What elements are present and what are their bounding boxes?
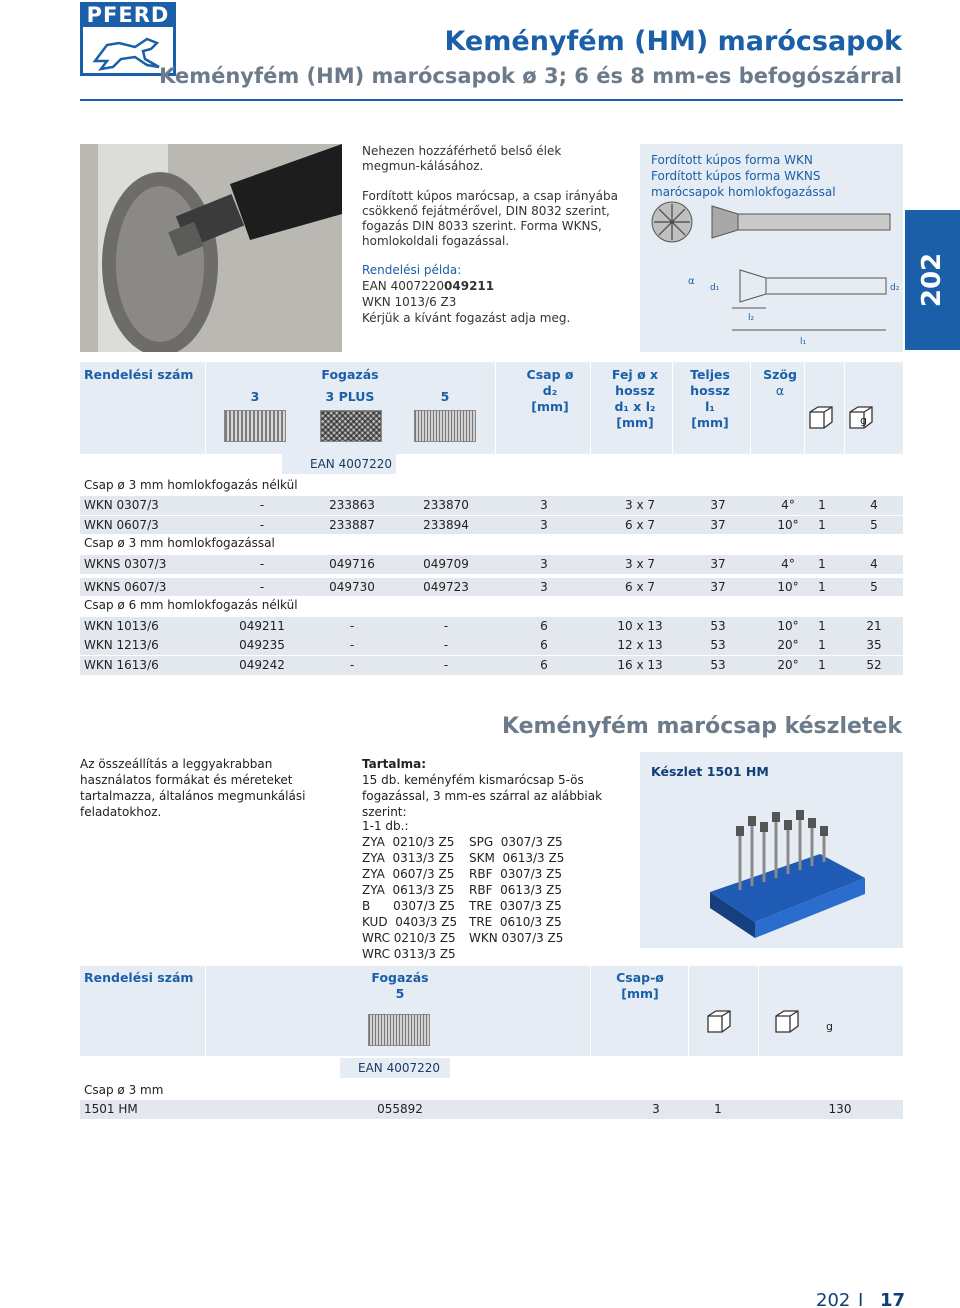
section-label: Csap ø 6 mm homlokfogazás nélkül <box>84 598 298 613</box>
teeth-3-texture <box>224 410 286 442</box>
set-table-row <box>80 1100 903 1119</box>
table-cell: 53 <box>710 657 726 672</box>
table-cell: 049235 <box>239 638 285 653</box>
table-cell: 1 <box>818 498 826 513</box>
col-head-l2: hossz <box>615 383 655 398</box>
col-teeth: Fogazás <box>321 367 379 382</box>
table-cell: 16 x 13 <box>617 657 663 672</box>
table-cell: 10° <box>777 517 799 532</box>
alpha-label: α <box>688 276 695 287</box>
order-example <box>362 262 622 326</box>
set-weight-icon: g <box>826 1020 833 1033</box>
table-cell: 1 <box>818 580 826 594</box>
order-example-ean <box>362 278 622 294</box>
table-ean: EAN 4007220 <box>310 457 393 471</box>
table-row <box>80 496 903 515</box>
col-sep <box>590 362 591 454</box>
table-row <box>80 578 903 597</box>
description-para-1: Nehezen hozzáférhető belső élek megmun-kálásához. <box>362 144 562 173</box>
table-cell: 21 <box>866 618 882 633</box>
table-cell: 35 <box>866 638 882 653</box>
set-title: Keményfém marócsap készletek <box>501 714 902 739</box>
col-head-l3: d₁ x l₂ <box>614 399 656 414</box>
table-cell: 12 x 13 <box>617 638 663 653</box>
col-shank-l2: d₂ <box>542 383 558 398</box>
table-cell: 049242 <box>239 657 285 672</box>
drawing-line-2: Fordított kúpos forma WKNS <box>651 169 821 183</box>
col-angle <box>752 367 808 399</box>
col-total-l2: hossz <box>690 383 730 398</box>
set-list-item: RBF 0307/3 Z5 <box>469 867 562 881</box>
set-col-order: Rendelési szám <box>84 970 194 985</box>
table-cell: 37 <box>710 580 726 594</box>
col-shank-l1: Csap ø <box>526 367 574 382</box>
col-head <box>600 367 670 431</box>
set-list-item: ZYA 0210/3 Z5 <box>362 835 455 849</box>
set-list-1 <box>362 834 457 962</box>
table-cell: 049709 <box>423 556 469 571</box>
table-cell: - <box>259 580 265 594</box>
table-cell: 20° <box>777 657 799 672</box>
col-head-l1: Fej ø x <box>611 367 659 382</box>
set-cell-box: 1 <box>714 1102 722 1116</box>
table-cell: 4° <box>781 498 795 513</box>
order-example-label: Rendelési példa: <box>362 263 462 277</box>
product-description <box>362 144 622 264</box>
photo-illustration <box>80 144 342 352</box>
set-list-item: ZYA 0313/3 Z5 <box>362 851 455 865</box>
col-total-l1: Teljes <box>690 367 730 382</box>
set-list-item: RBF 0613/3 Z5 <box>469 883 562 897</box>
table-cell: 5 <box>870 517 878 532</box>
table-cell: 6 <box>540 638 548 653</box>
table-cell: - <box>259 498 265 513</box>
table-cell: 52 <box>866 657 882 672</box>
set-col-teeth-l2: 5 <box>395 986 405 1001</box>
set-list-item: TRE 0307/3 Z5 <box>469 899 562 913</box>
set-cell-ean: 055892 <box>377 1102 423 1116</box>
table-cell: 6 <box>540 618 548 633</box>
set-list-item: SPG 0307/3 Z5 <box>469 835 563 849</box>
l1-label: l₁ <box>800 337 807 347</box>
table-cell: 10° <box>777 580 799 594</box>
table-cell: 6 <box>540 657 548 672</box>
side-tab <box>905 210 960 350</box>
table-cell: - <box>349 638 355 653</box>
table-cell: - <box>349 657 355 672</box>
col-sep <box>205 362 206 454</box>
table-cell: - <box>349 618 355 633</box>
set-ean: EAN 4007220 <box>358 1061 441 1075</box>
drawing-line-3: marócsapok homlokfogazással <box>651 185 836 199</box>
set-list-item: KUD 0403/3 Z5 <box>362 915 458 929</box>
d1-label: d₁ <box>710 283 720 293</box>
footer-separator: I <box>858 1290 864 1308</box>
col-total-l4: [mm] <box>691 415 729 430</box>
set-list-item: B 0307/3 Z5 <box>362 899 456 913</box>
table-cell: 3 <box>540 580 548 594</box>
table-cell: WKN 1213/6 <box>84 638 159 653</box>
l2-label: l₂ <box>748 313 755 323</box>
set-list-item: SKM 0613/3 Z5 <box>469 851 565 865</box>
table-cell: 37 <box>710 498 726 513</box>
set-col-teeth-l1: Fogazás <box>371 970 429 985</box>
set-list-item: ZYA 0613/3 Z5 <box>362 883 455 897</box>
col-total-l3: l₁ <box>705 399 715 414</box>
table-cell: 1 <box>818 638 826 653</box>
section-label: Csap ø 3 mm homlokfogazás nélkül <box>84 478 298 492</box>
table-cell: 6 x 7 <box>625 517 655 532</box>
table-cell: WKNS 0607/3 <box>84 580 167 594</box>
col-sep <box>844 362 845 454</box>
teeth-5-texture <box>414 410 476 442</box>
table-cell: 10 x 13 <box>617 618 663 633</box>
set-col-teeth <box>360 970 440 1002</box>
table-cell: 233870 <box>423 498 469 513</box>
col-angle-l1: Szög <box>763 367 797 382</box>
table-cell: WKN 0307/3 <box>84 498 159 513</box>
table-cell: 5 <box>870 580 878 594</box>
table-cell: WKN 0607/3 <box>84 517 159 532</box>
col-shank-l3: [mm] <box>531 399 569 414</box>
set-list-item: ZYA 0607/3 Z5 <box>362 867 455 881</box>
set-box-label: Készlet 1501 HM <box>651 764 769 779</box>
table-cell: 10° <box>777 618 799 633</box>
d2-label: d₂ <box>890 283 900 293</box>
table-row <box>80 636 903 655</box>
table-cell: 233887 <box>329 517 375 532</box>
ean-suffix: 049211 <box>444 279 495 293</box>
table-cell: 37 <box>710 556 726 571</box>
table-cell: WKN 1013/6 <box>84 618 159 633</box>
drawing-heading <box>651 152 836 200</box>
table-cell: 53 <box>710 618 726 633</box>
set-list-2 <box>469 834 564 946</box>
set-section-row <box>80 1081 903 1100</box>
page-title: Keményfém (HM) marócsapok <box>444 26 902 57</box>
col-sep <box>672 362 673 454</box>
col-order-number: Rendelési szám <box>84 367 194 382</box>
table-cell: 049211 <box>239 618 285 633</box>
table-cell: 049716 <box>329 556 375 571</box>
ean-prefix: EAN 4007220 <box>362 279 445 293</box>
order-example-note: Kérjük a kívánt fogazást adja meg. <box>362 311 571 325</box>
description-para-2: Fordított kúpos marócsap, a csap irányába csökkenő fejátmérővel, DIN 8032 szerint, fogazás DIN 8033 szerint. Forma WKNS, homlokoldali fogazással. <box>362 189 618 248</box>
table-cell: 6 x 7 <box>625 580 655 594</box>
set-section-label: Csap ø 3 mm <box>84 1083 164 1097</box>
table-cell: 3 <box>540 556 548 571</box>
table-cell: 53 <box>710 638 726 653</box>
table-cell: 3 <box>540 517 548 532</box>
col-sep <box>590 966 591 1056</box>
page-subtitle: Keményfém (HM) marócsapok ø 3; 6 és 8 mm-es befogószárral <box>159 64 902 88</box>
table-cell: 049723 <box>423 580 469 594</box>
table-cell: 4° <box>781 556 795 571</box>
section-row <box>80 596 903 615</box>
col-angle-l2: α <box>775 383 785 398</box>
table-cell: 233863 <box>329 498 375 513</box>
box-icon <box>704 1008 734 1036</box>
technical-drawing <box>640 144 903 352</box>
set-list-item: TRE 0610/3 Z5 <box>469 915 562 929</box>
logo-text: PFERD <box>83 3 173 27</box>
section-row <box>80 534 903 553</box>
set-col-shank <box>610 970 670 1002</box>
col-sep <box>205 966 206 1056</box>
table-cell: 3 x 7 <box>625 556 655 571</box>
table-cell: - <box>443 618 449 633</box>
table-cell: 3 <box>540 498 548 513</box>
table-cell: 4 <box>870 498 878 513</box>
col-teeth-5: 5 <box>440 389 450 404</box>
set-contents-label: Tartalma: <box>362 757 427 771</box>
footer-page-right: 17 <box>880 1290 906 1308</box>
col-sep <box>688 966 689 1056</box>
col-sep <box>804 362 805 454</box>
table-cell: 1 <box>818 657 826 672</box>
col-teeth-3plus: 3 PLUS <box>325 389 375 404</box>
col-sep <box>495 362 496 454</box>
table-cell: 049730 <box>329 580 375 594</box>
set-list-item: WRC 0313/3 Z5 <box>362 947 456 961</box>
table-cell: 3 x 7 <box>625 498 655 513</box>
set-contents <box>362 756 632 820</box>
set-list-item: WKN 0307/3 Z5 <box>469 931 564 945</box>
table-cell: 1 <box>818 556 826 571</box>
col-sep <box>758 966 759 1056</box>
table-row <box>80 656 903 675</box>
col-sep <box>750 362 751 454</box>
set-cell-shank: 3 <box>652 1102 660 1116</box>
order-example-code: WKN 1013/6 Z3 <box>362 295 457 309</box>
table-cell: 20° <box>777 638 799 653</box>
set-col-shank-l1: Csap-ø <box>616 970 664 985</box>
table-cell: WKN 1613/6 <box>84 657 159 672</box>
set-teeth-texture <box>368 1014 430 1046</box>
section-row <box>80 476 903 495</box>
header-divider <box>80 99 903 101</box>
drawing-line-1: Fordított kúpos forma WKN <box>651 153 813 167</box>
weight-icon: g <box>860 414 867 427</box>
set-cell-weight: 130 <box>828 1102 852 1116</box>
set-col-shank-l2: [mm] <box>621 986 659 1001</box>
table-row <box>80 516 903 535</box>
set-contents-text: 15 db. keményfém kismarócsap 5-ös fogazással, 3 mm-es szárral az alábbiak szerint: <box>362 773 603 819</box>
table-row <box>80 617 903 636</box>
set-intro: Az összeállítás a leggyakrabban használatos formákat és méreteket tartalmazza, általános megmunkálási feladatokhoz. <box>80 757 306 819</box>
table-cell: 1 <box>818 618 826 633</box>
set-list-item: WRC 0210/3 Z5 <box>362 931 456 945</box>
box-icon <box>806 404 836 432</box>
table-cell: WKNS 0307/3 <box>84 556 167 571</box>
teeth-3plus-texture <box>320 410 382 442</box>
table-cell: 37 <box>710 517 726 532</box>
set-each-label: 1-1 db.: <box>362 819 409 833</box>
table-cell: - <box>259 556 265 571</box>
table-cell: 233894 <box>423 517 469 532</box>
package-icon <box>772 1008 802 1036</box>
table-cell: 1 <box>818 517 826 532</box>
col-head-l4: [mm] <box>616 415 654 430</box>
section-label: Csap ø 3 mm homlokfogazással <box>84 536 275 551</box>
product-photo <box>80 144 342 352</box>
table-row <box>80 555 903 574</box>
table-cell: - <box>443 638 449 653</box>
set-photo <box>700 792 870 942</box>
table-cell: - <box>259 517 265 532</box>
set-image-box <box>640 752 903 948</box>
set-cell-order: 1501 HM <box>84 1102 138 1116</box>
col-shank <box>520 367 580 415</box>
col-teeth-3: 3 <box>250 389 260 404</box>
col-total-length <box>680 367 740 431</box>
table-cell: - <box>443 657 449 672</box>
table-cell: 4 <box>870 556 878 571</box>
side-tab-label: 202 <box>917 252 948 308</box>
cutter-drawing <box>640 200 903 352</box>
horse-icon <box>89 31 167 71</box>
footer-page-left: 202 <box>816 1290 851 1308</box>
